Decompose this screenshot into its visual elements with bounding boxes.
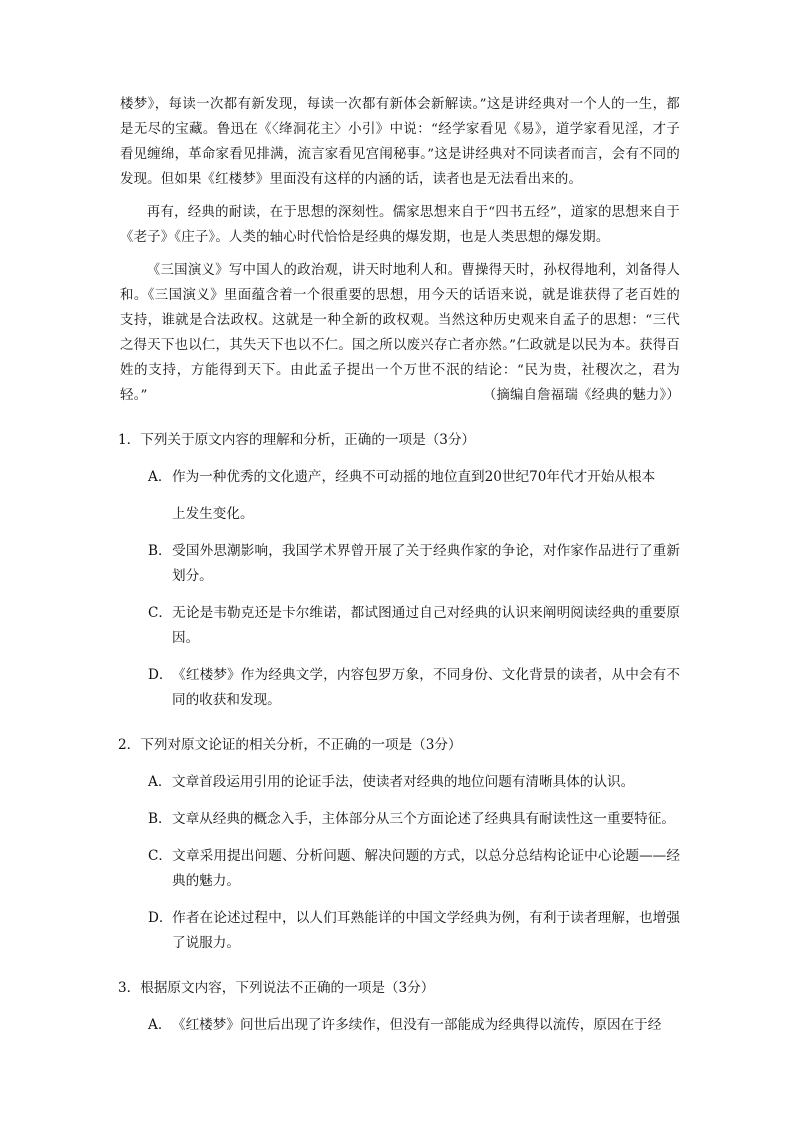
question-1-option-b[interactable] [148, 539, 680, 589]
passage-paragraph-3 [120, 258, 680, 408]
option-letter: B． [148, 811, 172, 827]
option-text: 作者在论述过程中，以人们耳熟能详的中国文学经典为例，有利于读者理解，也增强了说服力。 [172, 910, 680, 951]
option-letter: C． [148, 848, 172, 864]
question-3-option-a[interactable] [148, 1013, 680, 1038]
option-text: 《红楼梦》作为经典文学，内容包罗万象，不同身份、文化背景的读者，从中会有不同的收获和发现。 [172, 667, 680, 708]
option-text-continued: 上发生变化。 [172, 506, 254, 522]
question-3-stem: 3．根据原文内容，下列说法不正确的一项是（3分） [118, 980, 435, 996]
question-1-option-a[interactable] [148, 465, 680, 527]
option-letter: A． [148, 774, 172, 790]
passage-source: （摘编自詹福瑞《经典的魅力》） [482, 388, 680, 403]
option-text: 文章采用提出问题、分析问题、解决问题的方式，以总分总结构论证中心论题——经典的魅力。 [172, 848, 680, 889]
question-2-option-d[interactable] [148, 906, 680, 956]
option-text: 无论是韦勒克还是卡尔维诺，都试图通过自己对经典的认识来阐明阅读经典的重要原因。 [172, 605, 680, 646]
question-2-option-c[interactable] [148, 844, 680, 894]
option-letter: D． [148, 910, 173, 926]
option-text: 文章从经典的概念入手，主体部分从三个方面论述了经典具有耐读性这一重要特征。 [172, 811, 675, 827]
option-text: 受国外思潮影响，我国学术界曾开展了关于经典作家的争论，对作家作品进行了重新划分。 [172, 543, 680, 584]
question-2-option-b[interactable] [148, 807, 680, 832]
option-letter: C． [148, 605, 172, 621]
option-letter: D． [148, 667, 173, 683]
passage-paragraph-3-text: 《三国演义》写中国人的政治观，讲天时地利人和。曹操得天时，孙权得地利，刘备得人和。《三国演义》里面蕴含着一个很重要的思想，用今天的话语来说，就是谁获得了老百姓的支持，谁就是合法政权。这就是一种全新的政权观。当然这种历史观来自孟子的思想：“三代之得天下也以仁，其失天下也以不仁。国之所以废兴存亡者亦然。”仁政就是以民为本。获得百姓的支持，方能得到天下。由此孟子提出一个万世不泯的结论：“民为贵，社稷次之，君为轻。” [120, 263, 680, 403]
question-1-stem: 1．下列关于原文内容的理解和分析，正确的一项是（3分） [118, 432, 476, 448]
question-2-stem: 2．下列对原文论证的相关分析，不正确的一项是（3分） [118, 737, 462, 753]
question-1-option-d[interactable] [148, 663, 680, 713]
passage-paragraph-1: 楼梦》，每读一次都有新发现，每读一次都有新体会新解读。”这是讲经典对一个人的一生，都是无尽的宝藏。鲁迅在《〈绛洞花主〉小引》中说：“经学家看见《易》，道学家看见淫，才子看见缠绵，革命家看见排满，流言家看见宫闱秘事。”这是讲经典对不同读者而言，会有不同的发现。但如果《红楼梦》里面没有这样的内涵的话，读者也是无法看出来的。 [120, 97, 680, 187]
document-page [120, 92, 680, 1038]
passage-paragraph-2: 再有，经典的耐读，在于思想的深刻性。儒家思想来自于“四书五经”，道家的思想来自于《老子》《庄子》。人类的轴心时代恰恰是经典的爆发期，也是人类思想的爆发期。 [120, 205, 680, 245]
option-letter: B． [148, 543, 172, 559]
question-1-option-c[interactable] [148, 601, 680, 651]
option-text: 《红楼梦》问世后出现了许多续作，但没有一部能成为经典得以流传，原因在于经 [172, 1017, 662, 1033]
option-letter: A． [148, 469, 172, 485]
question-2-option-a[interactable] [148, 770, 680, 795]
option-text: 作为一种优秀的文化遗产，经典不可动摇的地位直到20世纪70年代才开始从根本 [172, 469, 656, 485]
option-text: 文章首段运用引用的论证手法，使读者对经典的地位问题有清晰具体的认识。 [172, 774, 635, 790]
option-letter: A． [148, 1017, 172, 1033]
